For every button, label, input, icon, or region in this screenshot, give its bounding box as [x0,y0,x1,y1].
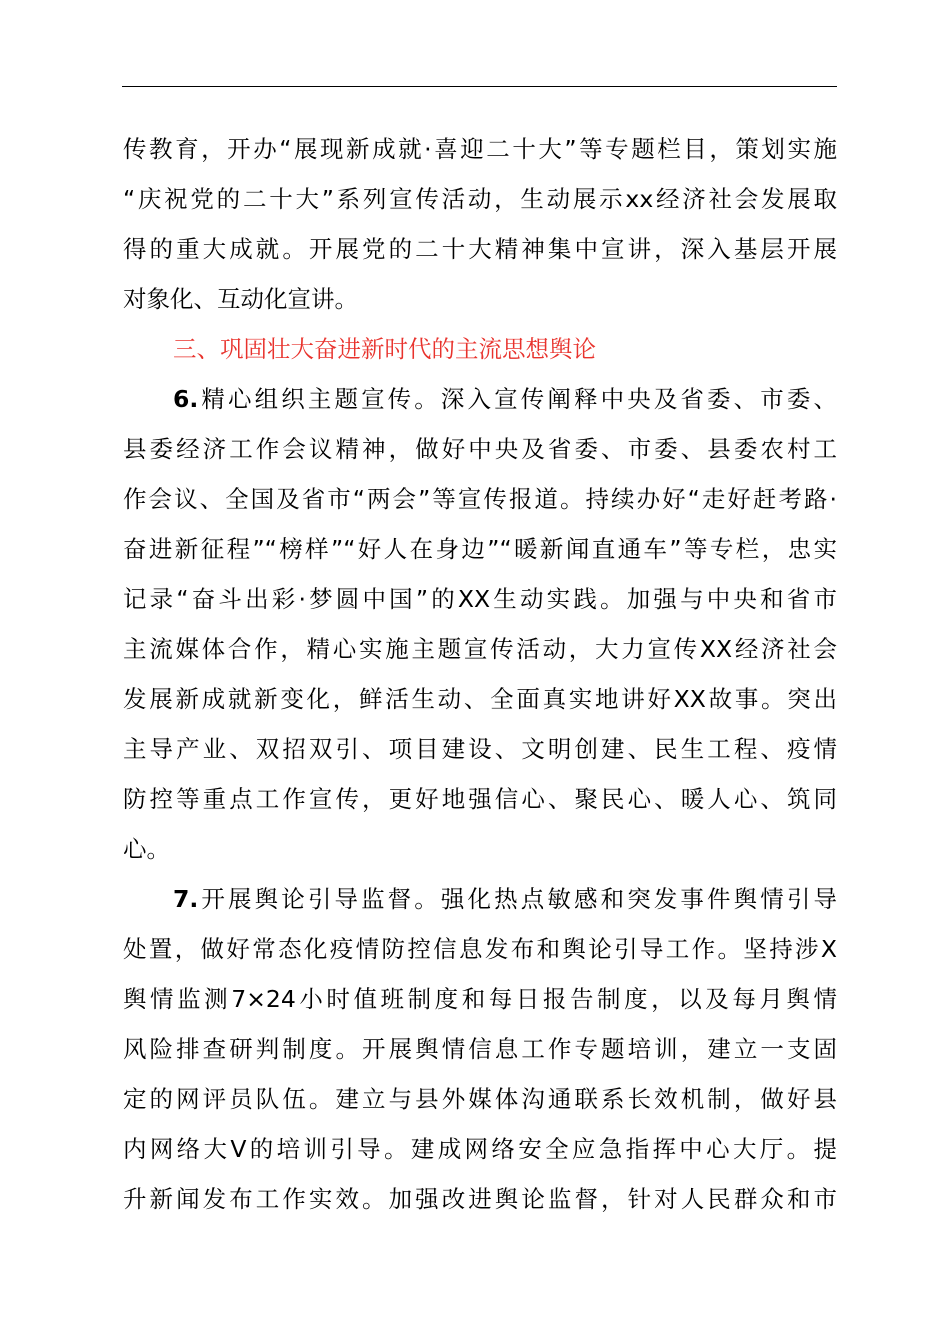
text-line: 发展新成就新变化，鲜活生动、全面真实地讲好XX故事。突出 [123,685,837,713]
text-line: 作会议、全国及省市“两会”等宣传报道。持续办好“走好赶考路· [123,485,837,513]
text-line: 升新闻发布工作实效。加强改进舆论监督，针对人民群众和市 [123,1185,837,1213]
text-line [123,874,837,924]
text-line: 主流媒体合作，精心实施主题宣传活动，大力宣传XX经济社会 [123,635,837,663]
text-line: 得的重大成就。开展党的二十大精神集中宣讲，深入基层开展 [123,235,837,263]
document-body [123,124,837,1224]
text-line: 风险排查研判制度。开展舆情信息工作专题培训，建立一支固 [123,1035,837,1063]
header-rule [122,86,837,87]
text-line [123,374,837,424]
text-line: 对象化、互动化宣讲。 [123,285,358,313]
text-line: 防控等重点工作宣传，更好地强信心、聚民心、暖人心、筑同 [123,785,837,813]
text-line: 记录“奋斗出彩·梦圆中国”的XX生动实践。加强与中央和省市 [123,585,837,613]
text-line: 定的网评员队伍。建立与县外媒体沟通联系长效机制，做好县 [123,1085,837,1113]
item-6-paragraph [123,374,837,874]
text-line: 处置，做好常态化疫情防控信息发布和舆论引导工作。坚持涉X [123,935,837,963]
text-line: 舆情监测7×24小时值班制度和每日报告制度，以及每月舆情 [123,985,837,1013]
text-line: 主导产业、双招双引、项目建设、文明创建、民生工程、疫情 [123,735,837,763]
item-7-paragraph [123,874,837,1224]
item-lead: 开展舆论引导监督。强化热点敏感和突发事件舆情引导 [198,885,837,913]
item-lead: 精心组织主题宣传。深入宣传阐释中央及省委、市委、 [198,385,837,413]
paragraph-1 [123,124,837,324]
item-number: 7. [173,885,199,913]
text-line: 县委经济工作会议精神，做好中央及省委、市委、县委农村工 [123,435,837,463]
section-heading: 三、巩固壮大奋进新时代的主流思想舆论 [173,335,596,363]
text-line: “庆祝党的二十大”系列宣传活动，生动展示xx经济社会发展取 [123,185,837,213]
text-line: 传教育，开办“展现新成就·喜迎二十大”等专题栏目，策划实施 [123,135,837,163]
text-line: 内网络大V的培训引导。建成网络安全应急指挥中心大厅。提 [123,1135,837,1163]
text-line: 心。 [123,835,170,863]
text-line: 奋进新征程”“榜样”“好人在身边”“暖新闻直通车”等专栏，忠实 [123,535,837,563]
item-number: 6. [173,385,199,413]
